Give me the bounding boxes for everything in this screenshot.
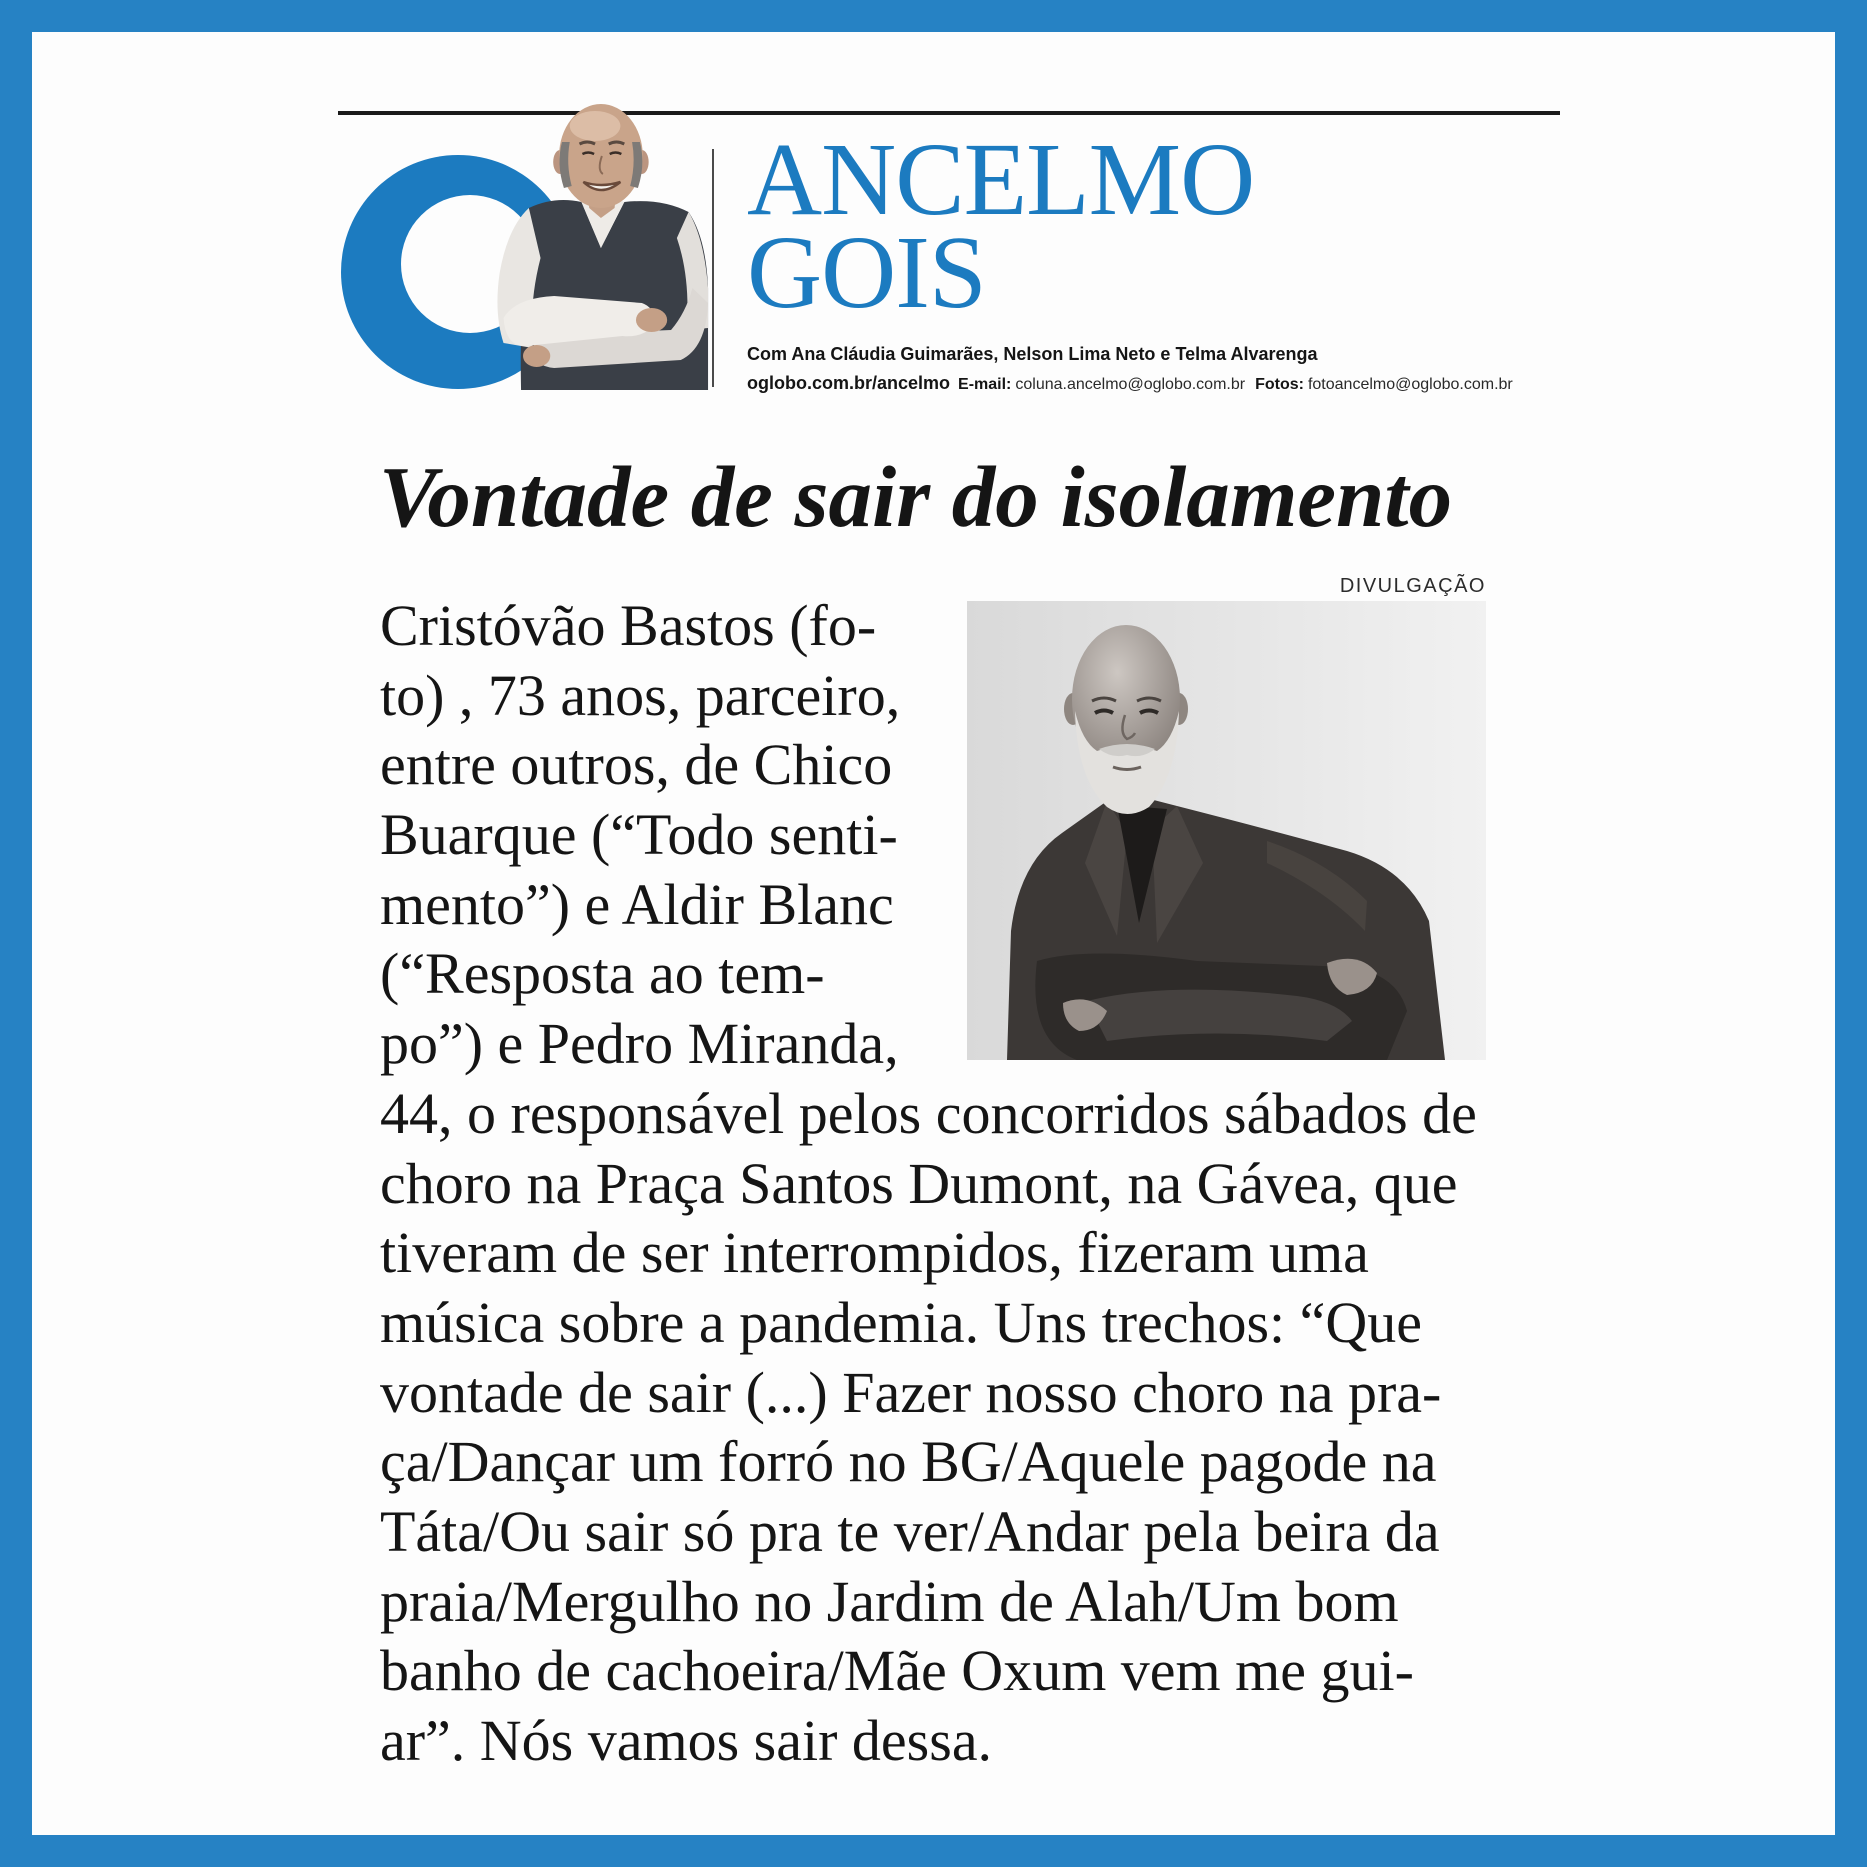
photos-label: Fotos: xyxy=(1255,376,1304,393)
body-line: banho de cachoeira/Mãe Oxum vem me gui- xyxy=(380,1638,1414,1704)
body-line: Buarque (“Todo senti- xyxy=(380,802,898,868)
photo-credit: DIVULGAÇÃO xyxy=(1339,575,1486,597)
body-line: Táta/Ou sair só pra te ver/Andar pela beira da xyxy=(380,1498,1440,1564)
body-line: Cristóvão Bastos (fo- xyxy=(380,593,877,658)
body-line: (“Resposta ao tem- xyxy=(380,941,825,1007)
column-website: oglobo.com.br/ancelmo xyxy=(747,373,951,393)
body-line: ar”. Nós vamos sair dessa. xyxy=(380,1708,993,1773)
body-line: choro na Praça Santos Dumont, na Gávea, que xyxy=(380,1150,1458,1216)
column-title-line1: ANCELMO xyxy=(747,122,1255,237)
photos-email-address: fotoancelmo@oglobo.com.br xyxy=(1307,376,1513,393)
email-label: E-mail: xyxy=(958,376,1012,393)
contributors-credit: Com Ana Cláudia Guimarães, Nelson Lima Neto e Telma Alvarenga xyxy=(747,344,1318,364)
column-title-line2: GOIS xyxy=(747,215,986,330)
body-line: mento”) e Aldir Blanc xyxy=(380,871,894,937)
article-body xyxy=(380,591,1477,1776)
columnist-photo xyxy=(486,98,710,390)
contact-line xyxy=(747,373,1523,395)
body-line: entre outros, de Chico xyxy=(380,732,893,798)
body-line: po”) e Pedro Miranda, xyxy=(380,1011,899,1077)
article-headline: Vontade de sair do isolamento xyxy=(379,448,1453,545)
body-line: to) , 73 anos, parceiro, xyxy=(380,662,901,728)
header-divider xyxy=(712,149,714,387)
body-line: vontade de sair (...) Fazer nosso choro na pra- xyxy=(380,1359,1442,1425)
body-line: tiveram de ser interrompidos, fizeram uma xyxy=(380,1220,1369,1286)
body-line: praia/Mergulho no Jardim de Alah/Um bom xyxy=(380,1568,1399,1634)
body-line: 44, o responsável pelos concorridos sábados de xyxy=(380,1080,1477,1146)
body-line: música sobre a pandemia. Uns trechos: “Que xyxy=(380,1289,1423,1355)
email-address: coluna.ancelmo@oglobo.com.br xyxy=(1015,376,1246,393)
body-line: ça/Dançar um forró no BG/Aquele pagode na xyxy=(380,1429,1437,1495)
